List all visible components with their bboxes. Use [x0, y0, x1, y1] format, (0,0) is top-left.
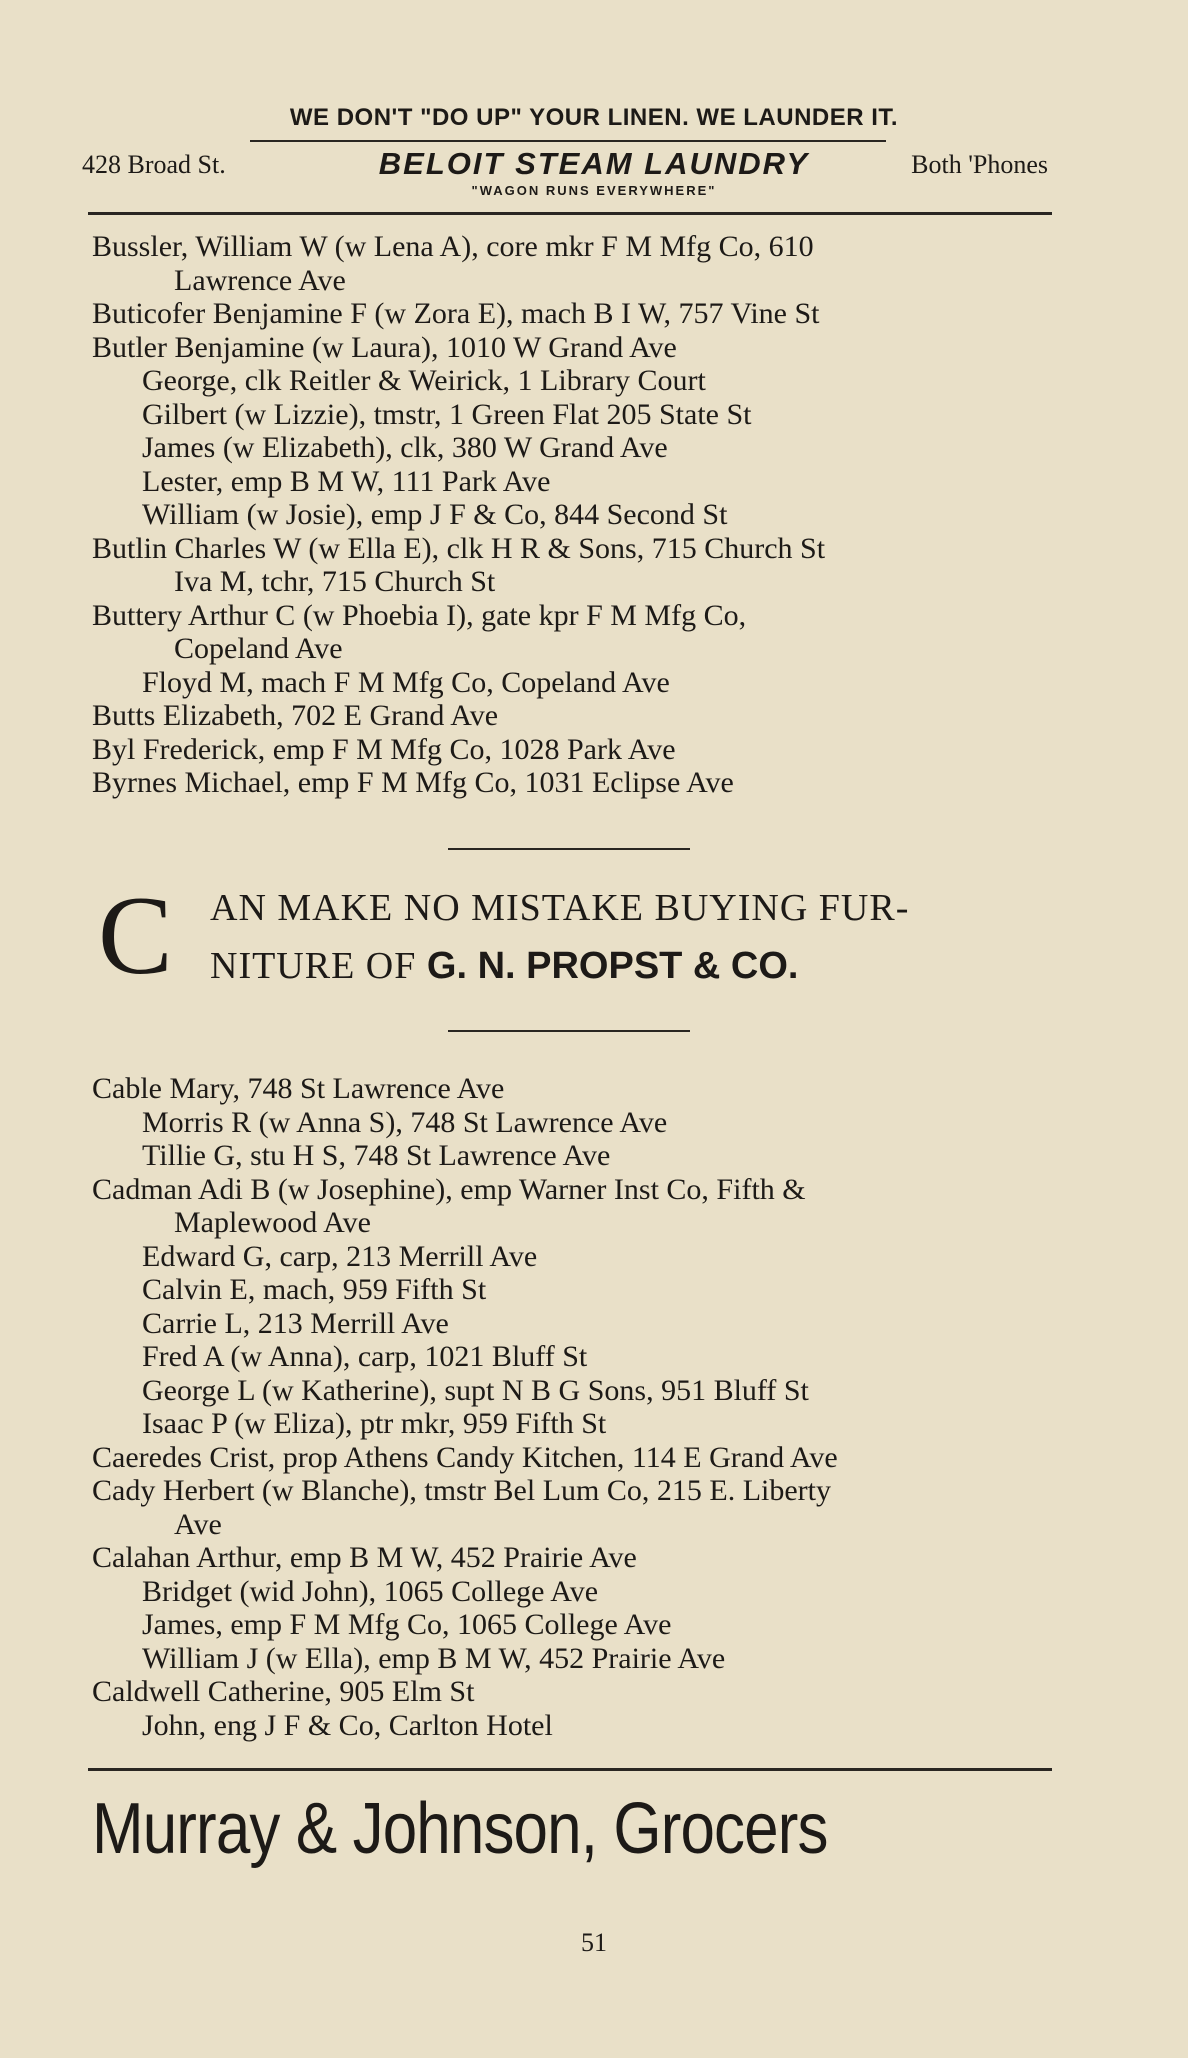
directory-entry: Calvin E, mach, 959 Fifth St [142, 1273, 487, 1306]
laundry-tagline: "WAGON RUNS EVERYWHERE" [471, 183, 717, 198]
directory-entry: Morris R (w Anna S), 748 St Lawrence Ave [142, 1105, 668, 1139]
slogan-underline [250, 140, 886, 142]
directory-entry-continuation: Iva M, tchr, 715 Church St [174, 565, 496, 598]
directory-list-b [92, 230, 1052, 800]
directory-entry: Isaac P (w Eliza), ptr mkr, 959 Fifth St [142, 1407, 607, 1440]
directory-entry-continuation: Ave [174, 1507, 222, 1541]
directory-entry: Bridget (wid John), 1065 College Ave [142, 1574, 599, 1608]
ad-line-2 [210, 944, 799, 988]
directory-entry-continuation: Lawrence Ave [174, 263, 346, 297]
directory-entry: James, emp F M Mfg Co, 1065 College Ave [142, 1608, 672, 1641]
directory-entry: Cady Herbert (w Blanche), tmstr Bel Lum Co, 215 E. Liberty [92, 1474, 831, 1507]
directory-entry: James (w Elizabeth), clk, 380 W Grand Ave [142, 431, 668, 464]
directory-entry: Floyd M, mach F M Mfg Co, Copeland Ave [142, 665, 670, 699]
laundry-name: BELOIT STEAM LAUNDRY [378, 146, 810, 181]
directory-entry: Caldwell Catherine, 905 Elm St [92, 1675, 475, 1708]
page-number: 51 [581, 1928, 607, 1957]
directory-entry: Tillie G, stu H S, 748 St Lawrence Ave [142, 1139, 611, 1172]
directory-entry: Butts Elizabeth, 702 E Grand Ave [92, 699, 499, 732]
directory-entry: John, eng J F & Co, Carlton Hotel [142, 1708, 553, 1742]
directory-list-c [92, 1072, 1052, 1742]
ad-bottom-rule [448, 1030, 690, 1032]
directory-entry: Byrnes Michael, emp F M Mfg Co, 1031 Eclipse Ave [92, 766, 734, 799]
grocers-advert: Murray & Johnson, Grocers [92, 1789, 828, 1869]
directory-entry: Lester, emp B M W, 111 Park Ave [142, 464, 551, 498]
header-divider [88, 212, 1052, 215]
laundry-address: 428 Broad St. [82, 150, 226, 179]
directory-entry: Carrie L, 213 Merrill Ave [142, 1306, 449, 1340]
directory-entry: Cable Mary, 748 St Lawrence Ave [92, 1072, 505, 1105]
directory-entry: Buticofer Benjamine F (w Zora E), mach B I W, 757 Vine St [92, 297, 820, 330]
directory-entry: Edward G, carp, 213 Merrill Ave [142, 1239, 538, 1273]
directory-entry: Byl Frederick, emp F M Mfg Co, 1028 Park Ave [92, 732, 676, 766]
directory-entry: Butler Benjamine (w Laura), 1010 W Grand Ave [92, 330, 677, 364]
directory-entry: Buttery Arthur C (w Phoebia I), gate kpr F M Mfg Co, [92, 598, 747, 632]
directory-entry: Fred A (w Anna), carp, 1021 Bluff St [142, 1340, 588, 1373]
directory-entry: Caeredes Crist, prop Athens Candy Kitchen, 114 E Grand Ave [92, 1440, 838, 1474]
ad-line-1: AN MAKE NO MISTAKE BUYING FUR- [210, 887, 910, 929]
ad-advertiser: G. N. PROPST & CO. [426, 945, 799, 987]
directory-entry: Butlin Charles W (w Ella E), clk H R & Sons, 715 Church St [92, 531, 826, 565]
ad-top-rule [448, 848, 690, 850]
laundry-slogan: WE DON'T "DO UP" YOUR LINEN. WE LAUNDER IT. [289, 104, 899, 131]
directory-entry-continuation: Maplewood Ave [174, 1206, 371, 1239]
directory-entry: George L (w Katherine), supt N B G Sons, 951 Bluff St [142, 1373, 809, 1407]
footer-divider [88, 1768, 1052, 1771]
directory-entry: William J (w Ella), emp B M W, 452 Prairie Ave [142, 1641, 726, 1675]
ad-line-2-text: NITURE OF [210, 945, 427, 987]
ad-initial-letter: C [98, 874, 173, 998]
directory-entry: Cadman Adi B (w Josephine), emp Warner Inst Co, Fifth & [92, 1172, 806, 1206]
directory-entry: Gilbert (w Lizzie), tmstr, 1 Green Flat 205 State St [142, 397, 752, 431]
directory-entry: Calahan Arthur, emp B M W, 452 Prairie Ave [92, 1541, 637, 1574]
directory-entry-continuation: Copeland Ave [174, 632, 343, 665]
directory-entry: William (w Josie), emp J F & Co, 844 Second St [142, 498, 728, 531]
laundry-phones: Both 'Phones [911, 150, 1048, 179]
directory-entry: Bussler, William W (w Lena A), core mkr F M Mfg Co, 610 [92, 230, 814, 263]
directory-entry: George, clk Reitler & Weirick, 1 Library Court [142, 364, 706, 397]
